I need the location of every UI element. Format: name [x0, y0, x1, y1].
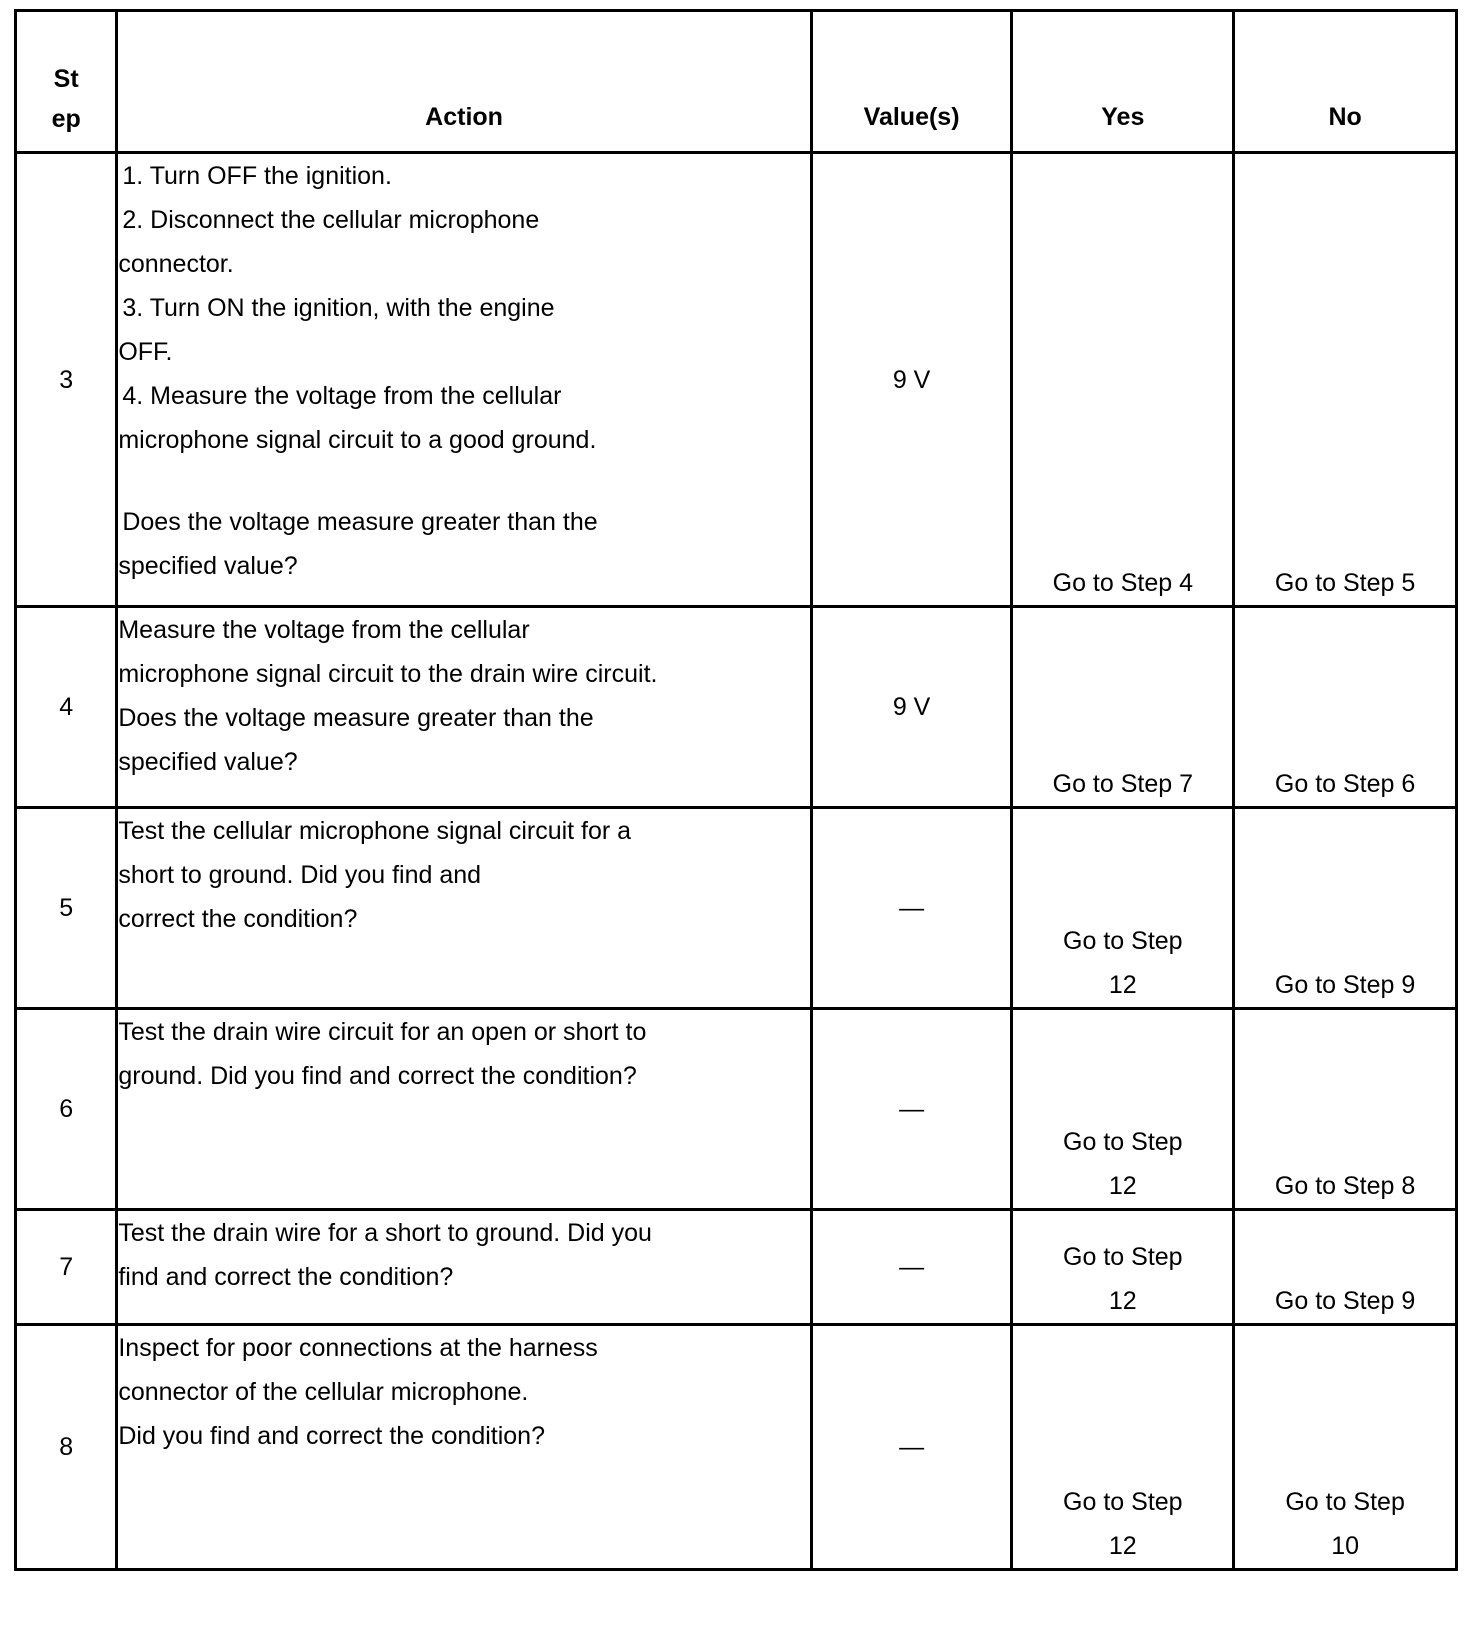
step-number: 6	[16, 1009, 117, 1210]
header-row	[16, 11, 1457, 153]
yes-cell: Go to Step 7	[1012, 607, 1234, 808]
header-step	[16, 11, 117, 153]
action-line: correct the condition?	[118, 905, 358, 933]
action-line: ground. Did you find and correct the condition?	[118, 1062, 637, 1090]
action-line: 3. Turn ON the ignition, with the engine	[122, 294, 555, 322]
action-line: microphone signal circuit to the drain wire circuit.	[118, 660, 658, 688]
action-line: microphone signal circuit to a good ground.	[118, 426, 597, 454]
header-step-line2: ep	[51, 105, 81, 133]
action-line: Does the voltage measure greater than the	[122, 508, 598, 536]
step-number: 4	[16, 607, 117, 808]
yes-line2: 12	[1108, 1287, 1137, 1315]
action-line: 1. Turn OFF the ignition.	[122, 162, 392, 190]
action-cell	[117, 153, 811, 607]
action-cell	[117, 808, 811, 1009]
yes-line2: 12	[1108, 1172, 1137, 1200]
spacer	[118, 462, 809, 500]
action-line: short to ground. Did you find and	[118, 861, 482, 889]
action-line: Does the voltage measure greater than the	[118, 704, 594, 732]
action-cell	[117, 1325, 811, 1570]
header-yes: Yes	[1012, 11, 1234, 153]
value-cell: —	[811, 1325, 1012, 1570]
action-line: Inspect for poor connections at the harness	[118, 1334, 598, 1362]
header-no: No	[1234, 11, 1457, 153]
table-row	[16, 153, 1457, 607]
no-cell: Go to Step 9	[1234, 1210, 1457, 1325]
yes-cell: Go to Step 4	[1012, 153, 1234, 607]
yes-line1: Go to Step	[1063, 1488, 1183, 1516]
no-cell	[1234, 1325, 1457, 1570]
no-cell: Go to Step 8	[1234, 1009, 1457, 1210]
action-cell	[117, 1009, 811, 1210]
diagnostic-table	[14, 9, 1458, 1571]
yes-line1: Go to Step	[1063, 927, 1183, 955]
table-row	[16, 1210, 1457, 1325]
yes-line1: Go to Step	[1063, 1243, 1183, 1271]
table-row	[16, 1009, 1457, 1210]
yes-line1: Go to Step	[1063, 1128, 1183, 1156]
yes-line2: 12	[1108, 971, 1137, 999]
yes-cell	[1012, 1325, 1234, 1570]
no-cell: Go to Step 9	[1234, 808, 1457, 1009]
action-line: 4. Measure the voltage from the cellular	[122, 382, 562, 410]
value-cell: —	[811, 808, 1012, 1009]
table-row	[16, 607, 1457, 808]
action-line: specified value?	[118, 552, 298, 580]
action-line: Test the drain wire for a short to ground. Did you	[118, 1219, 652, 1247]
action-line: specified value?	[118, 748, 298, 776]
action-line: Test the cellular microphone signal circuit for a	[118, 817, 632, 845]
action-line: OFF.	[118, 338, 173, 366]
action-line: connector of the cellular microphone.	[118, 1378, 529, 1406]
no-line2: 10	[1331, 1532, 1359, 1560]
action-line: find and correct the condition?	[118, 1263, 454, 1291]
step-number: 8	[16, 1325, 117, 1570]
yes-cell	[1012, 1210, 1234, 1325]
step-number: 7	[16, 1210, 117, 1325]
yes-cell	[1012, 808, 1234, 1009]
no-cell: Go to Step 6	[1234, 607, 1457, 808]
header-step-line1: St	[53, 65, 79, 93]
action-line: Did you find and correct the condition?	[118, 1422, 545, 1450]
yes-cell	[1012, 1009, 1234, 1210]
table-row	[16, 1325, 1457, 1570]
no-cell: Go to Step 5	[1234, 153, 1457, 607]
action-line: Measure the voltage from the cellular	[118, 616, 530, 644]
yes-line2: 12	[1108, 1532, 1137, 1560]
value-cell: —	[811, 1210, 1012, 1325]
step-number: 5	[16, 808, 117, 1009]
value-cell: —	[811, 1009, 1012, 1210]
header-value: Value(s)	[811, 11, 1012, 153]
value-cell: 9 V	[811, 607, 1012, 808]
action-cell	[117, 607, 811, 808]
table-row	[16, 808, 1457, 1009]
value-cell: 9 V	[811, 153, 1012, 607]
step-number: 3	[16, 153, 117, 607]
action-line: Test the drain wire circuit for an open or short to	[118, 1018, 647, 1046]
action-line: 2. Disconnect the cellular microphone	[122, 206, 540, 234]
action-line: connector.	[118, 250, 234, 278]
action-cell	[117, 1210, 811, 1325]
no-line1: Go to Step	[1285, 1488, 1405, 1516]
header-action: Action	[117, 11, 811, 153]
